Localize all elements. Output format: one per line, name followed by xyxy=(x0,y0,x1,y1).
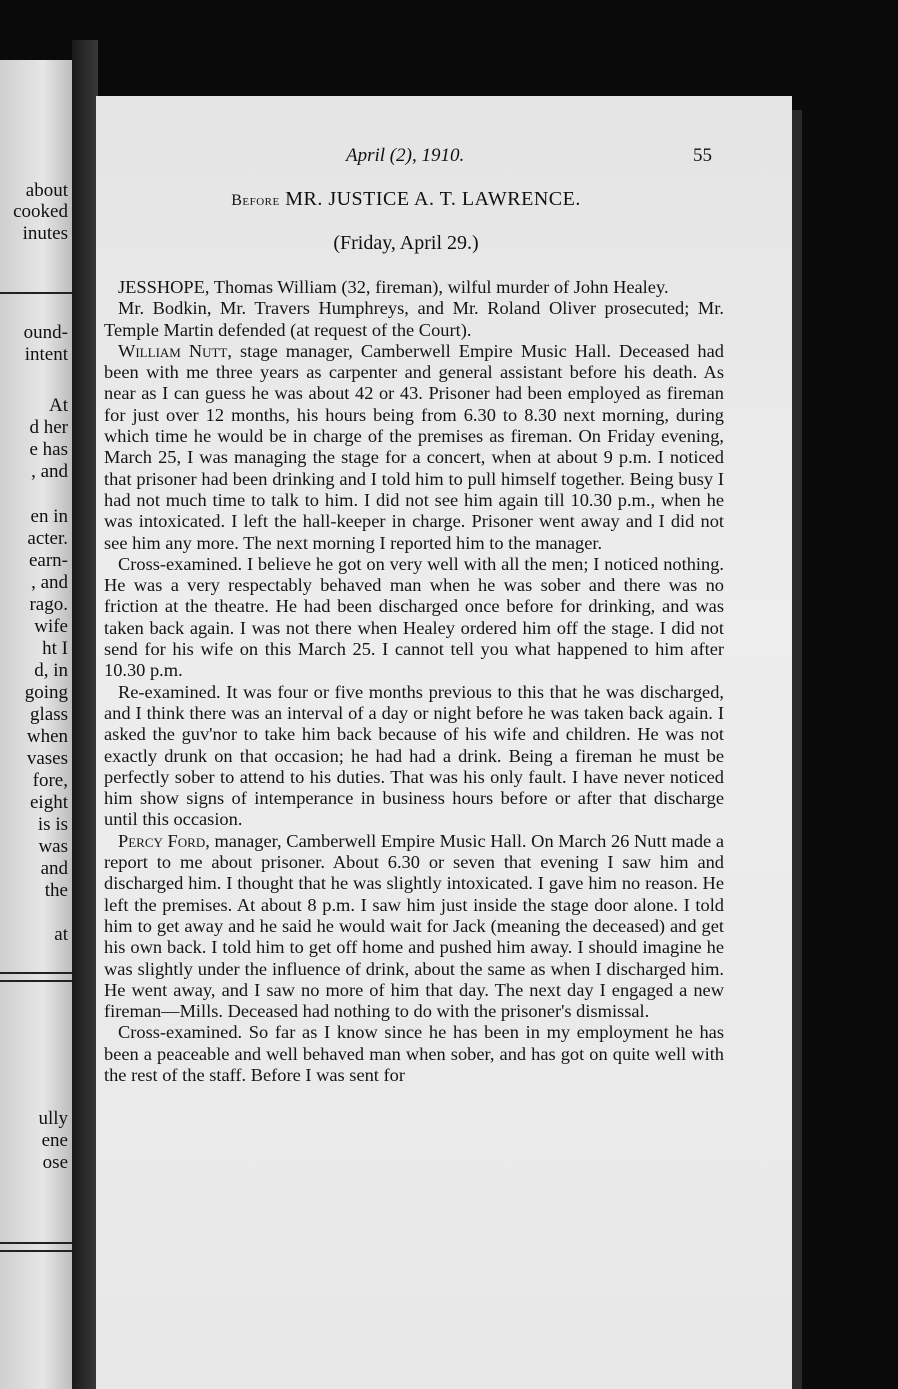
facing-page-fragment: en in xyxy=(30,506,68,527)
facing-page-fragment: going xyxy=(24,682,68,703)
court-heading-before: Before xyxy=(231,192,280,209)
paragraph-text: , stage manager, Camberwell Empire Music Hall. Deceased had been with me three years as carpenter and general assistant before his death. As near as I can guess he was about 42 or 43. Prisoner had been employed as fireman for just over 12 months, his hours being from 6.30 to 8.30 next morning, during which time he would be in charge of the premises as fireman. On Friday evening, March 25, I was managing the stage for a concert, when at about 9 p.m. I noticed that prisoner had been drinking and I told him to pull himself together. Being busy I had not much time to talk to him. I did not see him again till 10.30 p.m., when he was intoxicated. I left the hall-keeper in charge. Prisoner went away and I did not see him any more. The next morning I reported him to the manager. xyxy=(104,340,724,553)
facing-page-fragment: glass xyxy=(30,704,68,725)
facing-page-fragment: vases xyxy=(26,748,68,769)
paragraph xyxy=(104,298,724,341)
court-heading-justice: MR. JUSTICE A. T. LAWRENCE. xyxy=(285,188,581,210)
paragraph xyxy=(104,277,724,298)
paragraph-text: Cross-examined. I believe he got on very well with all the men; I noticed nothing. He was a very respectably behaved man when he was sober and there was no friction at the theatre. He had been discharged once before for drinking, and was taken back again. I was not there when Healey ordered him off the stage. I did not send for his wife on this March 25. I cannot tell you what happened to him after 10.30 p.m. xyxy=(104,553,724,681)
facing-page-fragment: ully xyxy=(38,1108,68,1129)
facing-page-rule xyxy=(0,292,72,294)
facing-page-rule xyxy=(0,1250,72,1252)
facing-page-fragment: d, in xyxy=(34,660,68,681)
running-head-date: April (2), 1910. xyxy=(346,145,465,166)
paragraph-text: Cross-examined. So far as I know since he has been in my employment he has been a peaceable and well behaved man when sober, and has got on quite well with the rest of the staff. Before I was sent for xyxy=(104,1022,724,1085)
witness-name: Percy Ford xyxy=(118,830,206,851)
paragraph xyxy=(104,1022,724,1086)
facing-page-fragment: ose xyxy=(42,1152,68,1173)
paragraph xyxy=(104,682,724,831)
paragraph xyxy=(104,341,724,554)
facing-page-fragment: wife xyxy=(34,616,68,637)
facing-page-fragment: e has xyxy=(29,439,68,460)
facing-page-fragment: at xyxy=(54,924,68,945)
facing-page-fragment: inutes xyxy=(22,223,68,244)
paragraph-text: , manager, Camberwell Empire Music Hall. On March 26 Nutt made a report to me about prisoner. About 6.30 or seven that evening I saw him and discharged him. I thought that he was slightly intoxicated. I gave him no reason. He left the premises. At about 8 p.m. I saw him just inside the stage door alone. I told him to get away and he said he would wait for Jack (meaning the deceased) and get his own back. I told him to get off home and pushed him away. I should imagine he was slightly under the influence of drink, about the same as when I discharged him. He went away, and I saw no more of him that day. The next day I engaged a new fireman—Mills. Deceased had nothing to do with the prisoner's dismissal. xyxy=(104,830,724,1022)
page-number: 55 xyxy=(693,145,712,166)
trial-transcript xyxy=(104,277,724,1086)
facing-page-fragment: cooked xyxy=(13,201,68,222)
facing-page-fragment: earn- xyxy=(28,550,68,571)
facing-page-fragment: intent xyxy=(24,344,68,365)
witness-name: William Nutt xyxy=(118,340,228,361)
paragraph-text: Mr. Bodkin, Mr. Travers Humphreys, and Mr. Roland Oliver prosecuted; Mr. Temple Martin defended (at request of the Court). xyxy=(104,298,724,340)
facing-page-fragment: At xyxy=(49,395,68,416)
book-gutter xyxy=(72,40,98,1389)
facing-page-fragment: , and xyxy=(31,461,68,482)
facing-page-fragment: ht I xyxy=(42,638,68,659)
facing-page-fragment: acter. xyxy=(27,528,68,549)
facing-page-fragment: is is xyxy=(37,814,68,835)
facing-page-fragment: ene xyxy=(41,1130,68,1151)
facing-page-rule xyxy=(0,1242,72,1244)
page-edge xyxy=(792,110,802,1389)
facing-page-fragment: rago. xyxy=(29,594,68,615)
court-heading xyxy=(100,188,712,211)
facing-page-fragment: when xyxy=(26,726,68,747)
facing-page-fragment: was xyxy=(38,836,68,857)
facing-page-rule xyxy=(0,972,72,974)
paragraph-text: JESSHOPE, Thomas William (32, fireman), wilful murder of John Healey. xyxy=(118,277,669,297)
facing-page-fragment: , and xyxy=(31,572,68,593)
paragraph-text: Re-examined. It was four or five months previous to this that he was discharged, and I think there was an interval of a day or night before he was taken back again. I asked the guv'nor to take him back because of his wife and children. He was not exactly drunk on that occasion; he had had a drink. Being a fireman he must be perfectly sober to attend to his duties. That was his only fault. I have never noticed him show signs of intemperance in business hours before or after that discharge until this occasion. xyxy=(104,681,724,830)
facing-page-fragment: fore, xyxy=(32,770,68,791)
facing-page-fragment: ound- xyxy=(23,322,68,343)
facing-page-fragment: the xyxy=(44,880,68,901)
facing-page-fragment: eight xyxy=(30,792,68,813)
session-date: (Friday, April 29.) xyxy=(333,232,479,254)
facing-page-strip xyxy=(0,60,72,1389)
paragraph xyxy=(104,554,724,682)
facing-page-rule xyxy=(0,980,72,982)
paragraph xyxy=(104,831,724,1023)
running-head xyxy=(250,145,712,171)
facing-page-fragment: about xyxy=(25,180,68,201)
facing-page-fragment: d her xyxy=(29,417,68,438)
facing-page-fragment: and xyxy=(40,858,68,879)
